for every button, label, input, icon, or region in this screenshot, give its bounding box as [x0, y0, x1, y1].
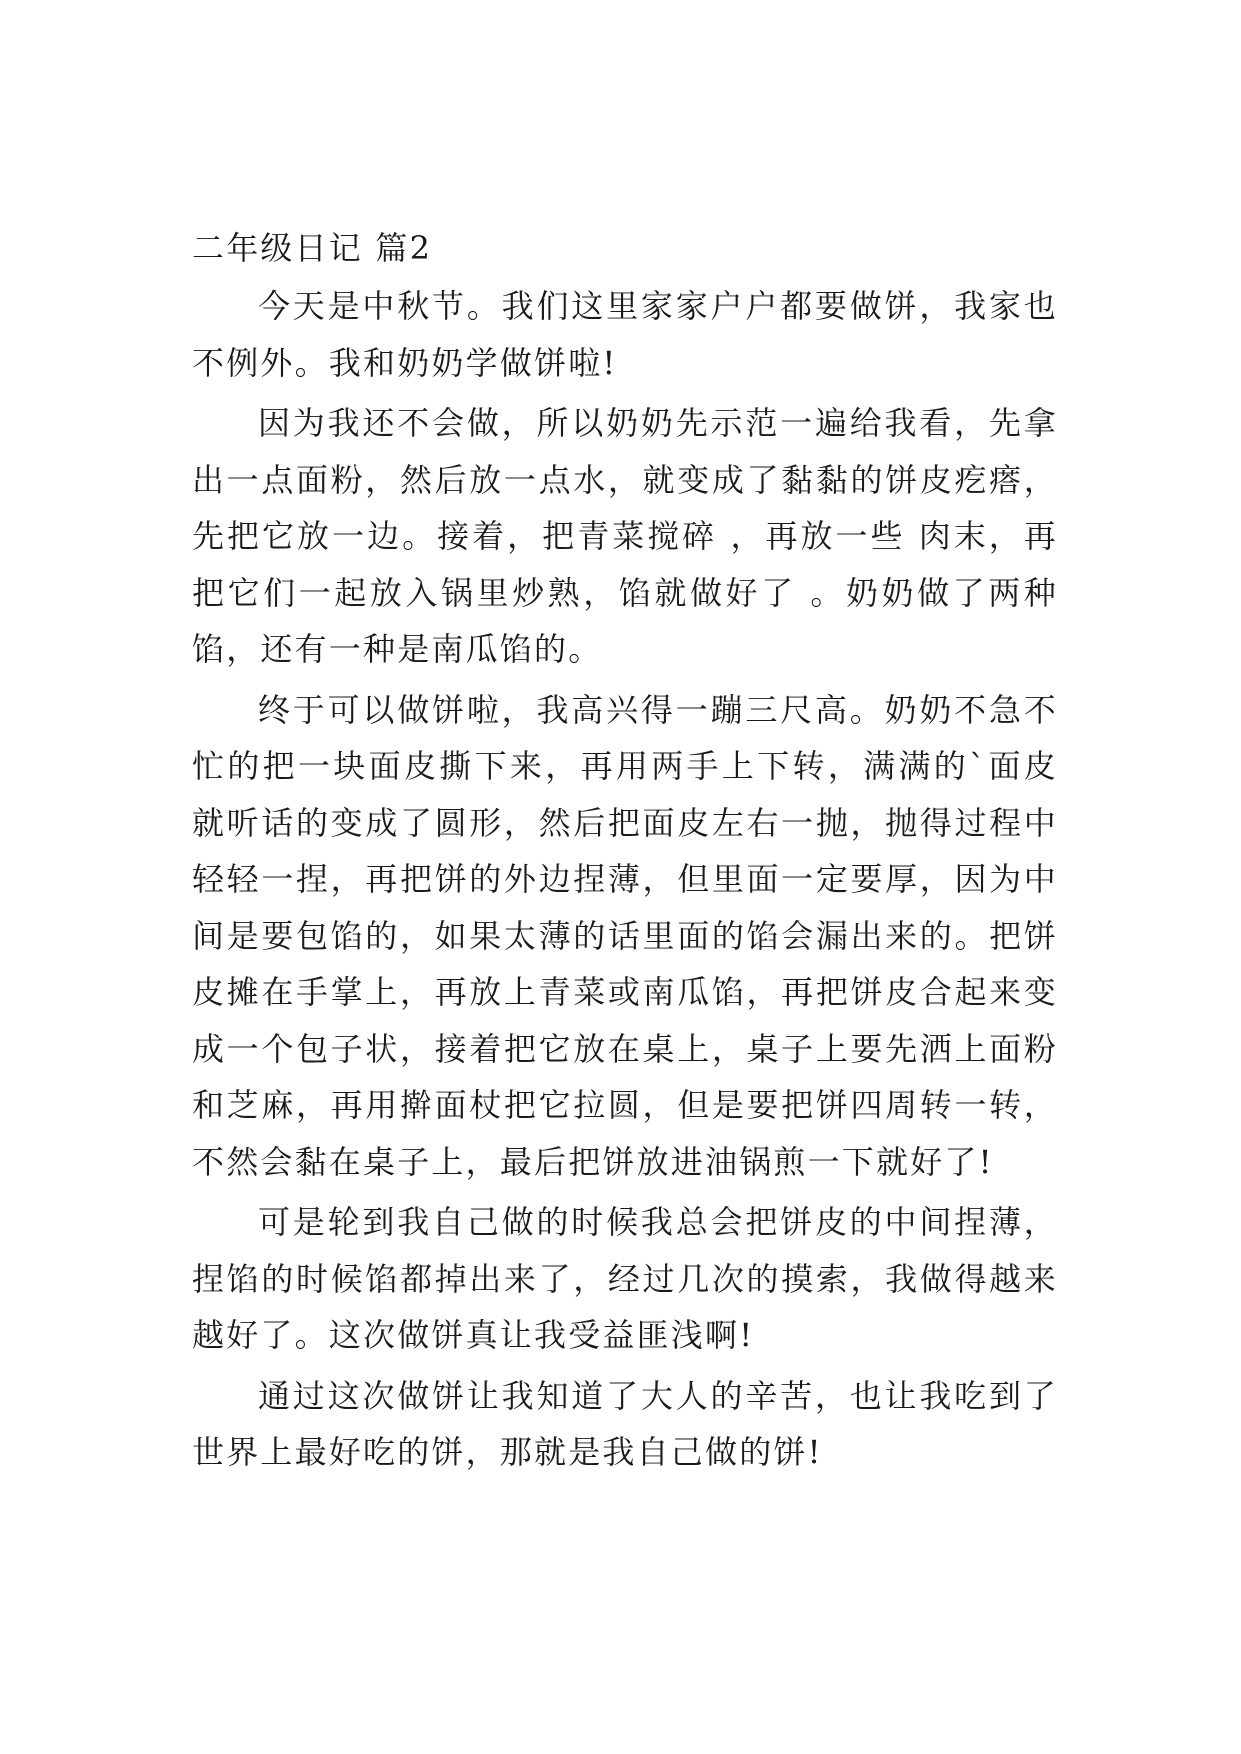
paragraph-3: 终于可以做饼啦，我高兴得一蹦三尺高。奶奶不急不忙的把一块面皮撕下来，再用两手上下转，满满的`面皮就听话的变成了圆形，然后把面皮左右一抛，抛得过程中轻轻一捏，再把饼的外边捏薄，但里面一定要厚，因为中间是要包馅的，如果太薄的话里面的馅会漏出来的。把饼皮摊在手掌上，再放上青菜或南瓜馅，再把饼皮合起来变成一个包子状，接着把它放在桌上，桌子上要先洒上面粉和芝麻，再用擀面杖把它拉圆，但是要把饼四周转一转，不然会黏在桌子上，最后把饼放进油锅煎一下就好了!	[192, 690, 1058, 1181]
paragraph-1: 今天是中秋节。我们这里家家户户都要做饼，我家也不例外。我和奶奶学做饼啦!	[192, 287, 1058, 382]
paragraph-2: 因为我还不会做，所以奶奶先示范一遍给我看，先拿出一点面粉，然后放一点水，就变成了黏黏的饼皮疙瘩，先把它放一边。接着，把青菜搅碎 ，再放一些 肉末，再把它们一起放入锅里炒熟，馅就做好了 。奶奶做了两种馅，还有一种是南瓜馅的。	[192, 404, 1058, 668]
document-title: 二年级日记 篇2	[192, 229, 433, 267]
paragraph-4: 可是轮到我自己做的时候我总会把饼皮的中间捏薄，捏馅的时候馅都掉出来了，经过几次的摸索，我做得越来越好了。这次做饼真让我受益匪浅啊!	[192, 1203, 1058, 1354]
document-body	[192, 222, 1058, 1481]
paragraph-5: 通过这次做饼让我知道了大人的辛苦，也让我吃到了世界上最好吃的饼，那就是我自己做的饼!	[192, 1376, 1058, 1471]
